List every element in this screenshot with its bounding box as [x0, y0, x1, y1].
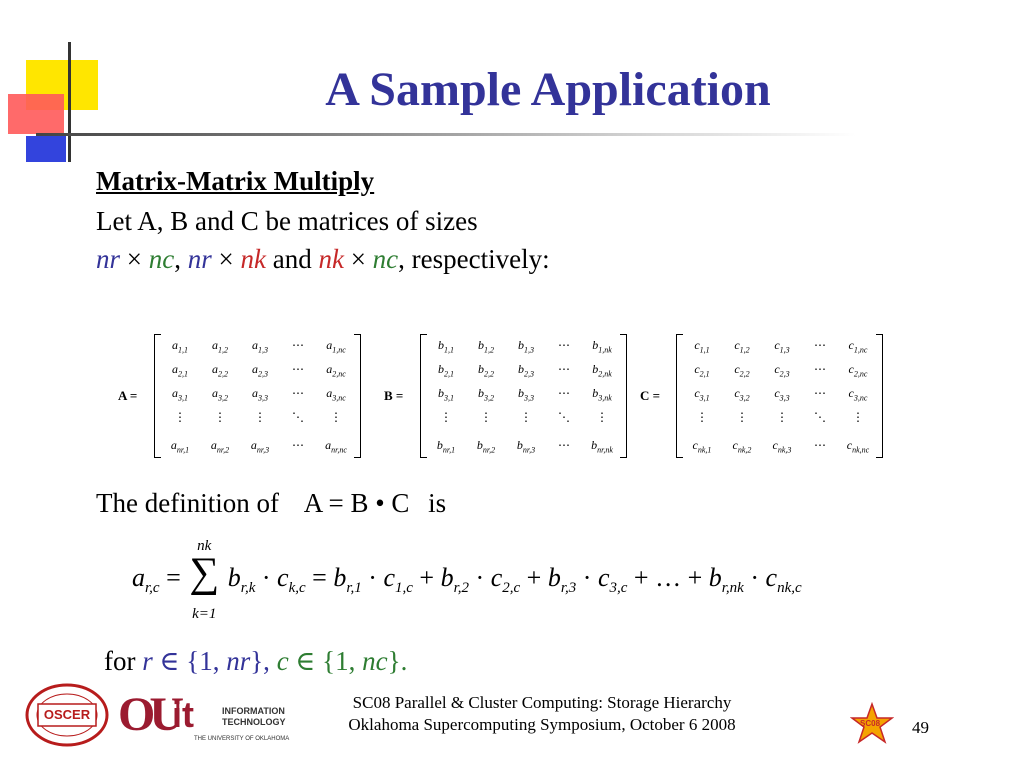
- matrix-a-cell: ⋱: [292, 410, 304, 424]
- oscer-logo: [24, 682, 110, 748]
- eq-lhs: a: [132, 563, 145, 592]
- matrix-b-cell: ⋮: [480, 410, 492, 424]
- oscer-text: OSCER: [43, 707, 91, 722]
- matrix-c-cell: ⋮: [776, 410, 788, 424]
- matrix-a-cell: $a_{3,1}$: [172, 386, 188, 403]
- matrix-c: [640, 330, 890, 462]
- matrix-a-cell: $a_{nr,nc}$: [325, 438, 347, 455]
- for-c: c: [276, 646, 289, 676]
- matrix-c-cell: $c_{nk,1}$: [692, 438, 712, 455]
- matrix-c-cell: ⋯: [814, 438, 826, 452]
- size-nk-3: nk: [318, 244, 344, 274]
- size-nc-1: nc: [148, 244, 175, 274]
- footer-line-2: Oklahoma Supercomputing Symposium, October 6 2008: [348, 715, 736, 734]
- eq-operator: +: [627, 563, 656, 592]
- definition-prefix: The definition of: [96, 488, 279, 518]
- times-1: ×: [120, 244, 149, 274]
- matrix-b-cell: $b_{2,1}$: [438, 362, 454, 379]
- slide-subtitle: Matrix-Matrix Multiply: [96, 166, 375, 196]
- matrix-b-cell: ⋯: [558, 338, 570, 352]
- times-2: ×: [211, 244, 241, 274]
- matrix-c-cell: $c_{nk,nc}$: [846, 438, 870, 455]
- matrix-b-label: B =: [384, 388, 404, 403]
- definition-suffix: is: [428, 488, 447, 518]
- matrix-a-cell: ⋮: [214, 410, 226, 424]
- matrix-b: [384, 330, 634, 462]
- matrix-c-cell: $c_{2,3}$: [774, 362, 790, 379]
- page-number: 49: [912, 718, 929, 737]
- matrix-a-cell: ⋯: [292, 338, 304, 352]
- matrix-c-cell: $c_{3,nc}$: [848, 386, 868, 403]
- eq-terms: [227, 563, 802, 597]
- matrix-b-cell: ⋮: [520, 410, 532, 424]
- for-line: [104, 646, 407, 677]
- matrix-b-cell: $b_{2,2}$: [478, 362, 494, 379]
- eq-operator: +: [681, 563, 709, 592]
- for-word: for: [104, 646, 136, 676]
- matrix-b-cell: $b_{3,nk}$: [592, 386, 612, 403]
- matrix-c-cell: ⋯: [814, 362, 826, 376]
- matrix-a-cell: $a_{1,3}$: [252, 338, 268, 355]
- matrix-c-cell: ⋯: [814, 338, 826, 352]
- matrix-c-cell: ⋯: [814, 386, 826, 400]
- eq-term: $b_{r,nk} \cdot c_{nk,c}$: [708, 563, 802, 597]
- sizes-line: [96, 244, 550, 275]
- matrix-b-cell: ⋯: [558, 438, 570, 452]
- matrix-a: [118, 330, 368, 462]
- ou-logo: [118, 686, 178, 746]
- matrix-b-cell: $b_{3,3}$: [518, 386, 534, 403]
- matrix-c-cell: ⋮: [736, 410, 748, 424]
- size-nk-2: nk: [240, 244, 266, 274]
- matrix-a-cell: ⋮: [330, 410, 342, 424]
- matrix-c-cell: ⋮: [852, 410, 864, 424]
- definition-expression: A = B • C: [303, 488, 410, 518]
- matrix-c-cell: $c_{3,3}$: [774, 386, 790, 403]
- eq-term: $b_{r,3} \cdot c_{3,c}$: [547, 563, 628, 597]
- matrix-c-cell: ⋱: [814, 410, 826, 424]
- matrix-b-cell: $b_{nr,3}$: [516, 438, 536, 455]
- matrix-c-cell: $c_{1,1}$: [694, 338, 710, 355]
- eq-operator: =: [305, 563, 334, 592]
- matrix-c-cell: $c_{3,1}$: [694, 386, 710, 403]
- summation-equation: $a_{r,c}$ = nk ∑ k=1 $b_{r,k} \cdot c_{k,c} = b_{r,1} \cdot c_{1,c} + b_{r,2} \cdot c_{2,c} + b_{r,3} \cdot c_{3,c}$ + … + $b_{r,nk} \cdot c_{nk,c}$: [132, 538, 802, 622]
- times-3: ×: [343, 244, 373, 274]
- and-text: and: [265, 244, 319, 274]
- matrix-a-cell: $a_{nr,3}$: [250, 438, 270, 455]
- matrix-c-cell: $c_{nk,2}$: [732, 438, 752, 455]
- matrix-b-cell: ⋮: [596, 410, 608, 424]
- for-close-2: }.: [387, 646, 408, 676]
- matrix-a-cell: $a_{2,2}$: [212, 362, 228, 379]
- matrix-b-cell: $b_{nr,1}$: [436, 438, 456, 455]
- matrix-c-cell: ⋮: [696, 410, 708, 424]
- matrix-b-cell: $b_{1,1}$: [438, 338, 454, 355]
- for-r: r: [142, 646, 153, 676]
- eq-term: $b_{r,1} \cdot c_{1,c}$: [333, 563, 413, 597]
- eq-operator: …: [655, 563, 682, 592]
- matrix-a-cell: $a_{nr,1}$: [170, 438, 190, 455]
- matrix-a-cell: ⋮: [254, 410, 266, 424]
- sum-upper-limit: nk: [197, 538, 212, 554]
- matrix-b-cell: $b_{2,3}$: [518, 362, 534, 379]
- matrix-a-cell: $a_{3,2}$: [212, 386, 228, 403]
- eq-term: $b_{r,2} \cdot c_{2,c}$: [440, 563, 521, 597]
- matrix-a-cell: $a_{1,nc}$: [326, 338, 346, 355]
- for-in-1: ∈ {1,: [152, 646, 227, 676]
- matrix-b-cell: ⋱: [558, 410, 570, 424]
- slide-title: A Sample Application: [325, 63, 771, 116]
- matrix-b-cell: $b_{3,2}$: [478, 386, 494, 403]
- matrix-a-cell: $a_{1,1}$: [172, 338, 188, 355]
- matrix-a-cell: ⋯: [292, 386, 304, 400]
- sizes-tail: , respectively:: [398, 244, 550, 274]
- sc08-text: SC08: [860, 719, 881, 728]
- decor-horizontal-line: [36, 133, 856, 136]
- matrix-a-cell: $a_{1,2}$: [212, 338, 228, 355]
- for-in-2: ∈ {1,: [288, 646, 363, 676]
- matrix-b-cell: ⋯: [558, 362, 570, 376]
- matrix-c-label: C =: [640, 388, 661, 403]
- matrix-b-cell: $b_{3,1}$: [438, 386, 454, 403]
- matrix-a-cell: $a_{nr,2}$: [210, 438, 230, 455]
- matrix-a-cell: ⋮: [174, 410, 186, 424]
- matrix-a-cell: ⋯: [292, 438, 304, 452]
- matrix-b-cell: $b_{1,3}$: [518, 338, 534, 355]
- for-nr: nr: [226, 646, 251, 676]
- eq-operator: +: [520, 563, 548, 592]
- matrix-b-cell: $b_{1,2}$: [478, 338, 494, 355]
- matrix-b-cell: $b_{1,nk}$: [592, 338, 612, 355]
- matrix-b-cell: $b_{2,nk}$: [592, 362, 612, 379]
- matrix-b-cell: ⋯: [558, 386, 570, 400]
- sc08-star-logo: [850, 702, 894, 746]
- comma-1: ,: [174, 244, 188, 274]
- for-close-1: },: [250, 646, 277, 676]
- definition-line: [96, 488, 446, 519]
- matrix-b-cell: ⋮: [440, 410, 452, 424]
- size-nr-1: nr: [96, 244, 121, 274]
- matrix-c-cell: $c_{1,nc}$: [848, 338, 868, 355]
- matrix-c-cell: $c_{1,2}$: [734, 338, 750, 355]
- matrix-c-cell: $c_{2,1}$: [694, 362, 710, 379]
- matrix-b-cell: $b_{nr,nk}$: [591, 438, 613, 455]
- it-mark: it: [172, 694, 194, 735]
- size-nr-2: nr: [187, 244, 212, 274]
- size-nc-3: nc: [372, 244, 399, 274]
- intro-line: Let A, B and C be matrices of sizes: [96, 206, 478, 236]
- matrix-a-cell: $a_{2,nc}$: [326, 362, 346, 379]
- decor-blue-square: [26, 136, 66, 162]
- footer-text: [262, 692, 822, 736]
- ou-text: OU: [118, 688, 178, 741]
- matrix-a-cell: $a_{2,3}$: [252, 362, 268, 379]
- matrix-a-cell: $a_{3,3}$: [252, 386, 268, 403]
- matrix-c-cell: $c_{3,2}$: [734, 386, 750, 403]
- matrix-a-label: A =: [118, 388, 138, 403]
- sigma-symbol: nk ∑ k=1: [187, 560, 221, 593]
- for-nc: nc: [362, 646, 388, 676]
- sum-lower-limit: k=1: [192, 606, 217, 622]
- eq-term: $b_{r,k} \cdot c_{k,c}$: [227, 563, 306, 597]
- matrix-b-cell: $b_{nr,2}$: [476, 438, 496, 455]
- matrix-a-cell: $a_{3,nc}$: [326, 386, 346, 403]
- matrix-a-cell: $a_{2,1}$: [172, 362, 188, 379]
- matrix-c-cell: $c_{2,2}$: [734, 362, 750, 379]
- matrix-c-cell: $c_{2,nc}$: [848, 362, 868, 379]
- footer-line-1: SC08 Parallel & Cluster Computing: Storage Hierarchy: [352, 693, 732, 712]
- it-text-2: TECHNOLOGY: [222, 717, 286, 727]
- matrix-a-cell: ⋯: [292, 362, 304, 376]
- matrix-c-cell: $c_{1,3}$: [774, 338, 790, 355]
- it-text-3: THE UNIVERSITY OF OKLAHOMA: [194, 736, 290, 742]
- eq-lhs-sub: r,c: [145, 580, 160, 597]
- eq-operator: +: [412, 563, 441, 592]
- it-text-1: INFORMATION: [222, 706, 285, 716]
- matrix-c-cell: $c_{nk,3}$: [772, 438, 792, 455]
